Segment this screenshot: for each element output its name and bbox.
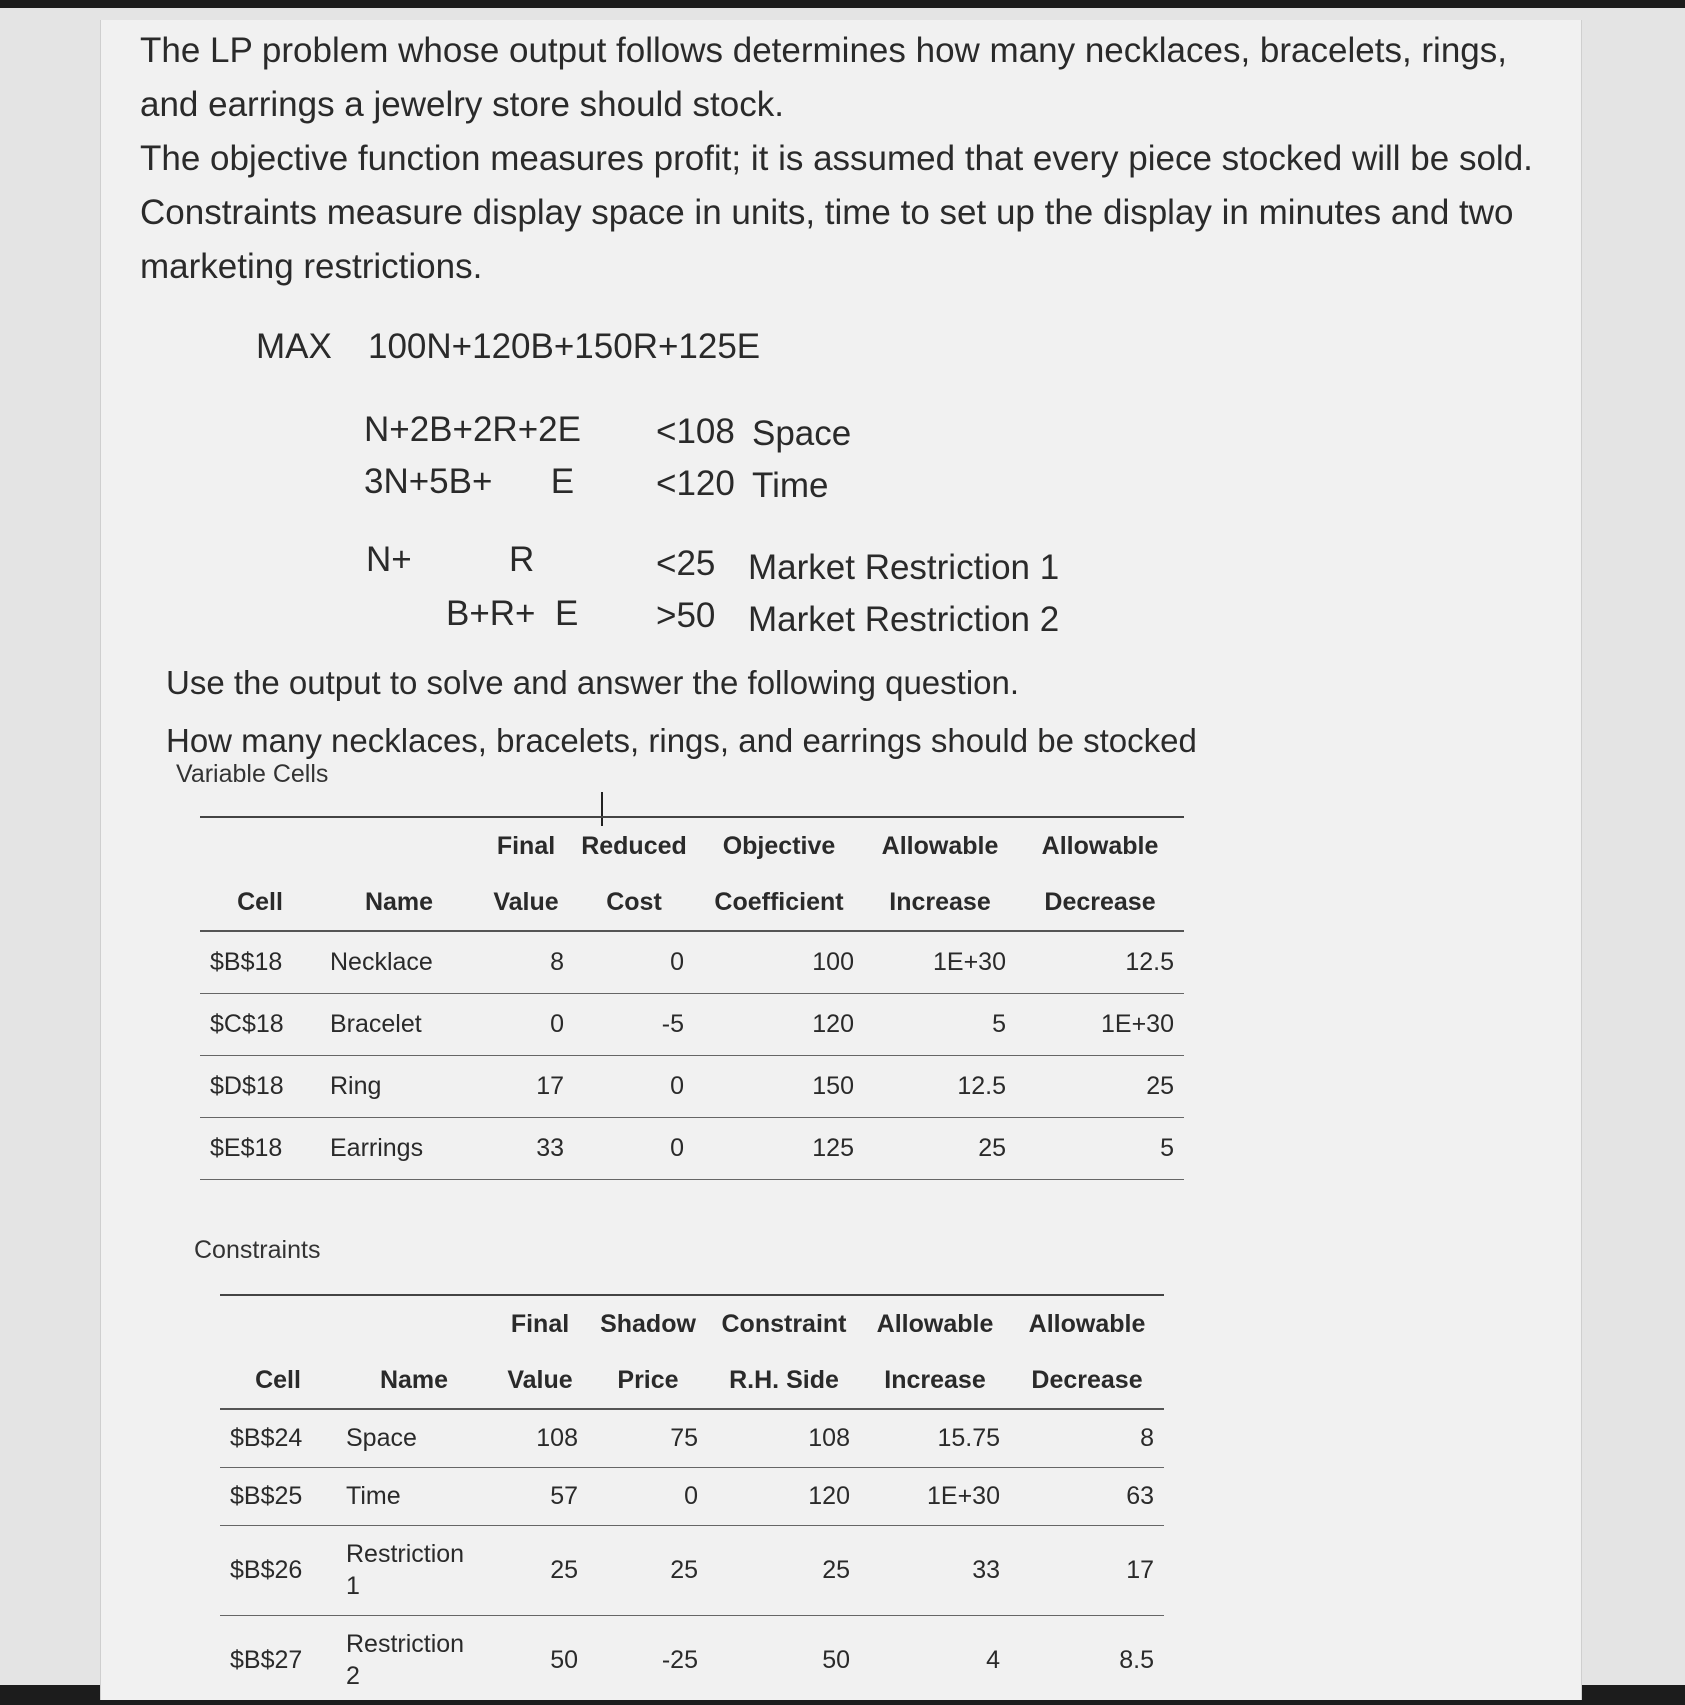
column-header: Reduced bbox=[574, 817, 694, 874]
constraints-table bbox=[220, 1294, 1164, 1705]
column-header bbox=[200, 817, 320, 874]
constraint-name: Time bbox=[752, 466, 829, 505]
header-row bbox=[200, 817, 1184, 874]
reduced-cost: -5 bbox=[574, 993, 694, 1055]
column-header: Allowable bbox=[864, 817, 1016, 874]
final-value: 25 bbox=[492, 1525, 588, 1615]
constraint-rhs: 25 bbox=[708, 1525, 860, 1615]
column-header bbox=[320, 817, 478, 874]
table-row bbox=[220, 1615, 1164, 1705]
reduced-cost: 0 bbox=[574, 1117, 694, 1179]
cell-ref: $E$18 bbox=[200, 1117, 320, 1179]
column-header: Price bbox=[588, 1352, 708, 1409]
constraint-rhs: 108 bbox=[708, 1409, 860, 1467]
constraints-title: Constraints bbox=[194, 1236, 321, 1264]
variable-name: Necklace bbox=[320, 931, 478, 993]
column-header bbox=[336, 1295, 492, 1352]
column-header: R.H. Side bbox=[708, 1352, 860, 1409]
cell-ref: $B$24 bbox=[220, 1409, 336, 1467]
constraint-name: Space bbox=[336, 1409, 492, 1467]
column-header: Objective bbox=[694, 817, 864, 874]
constraint-rhs: <108 bbox=[656, 412, 735, 451]
shadow-price: 25 bbox=[588, 1525, 708, 1615]
variable-name: Bracelet bbox=[320, 993, 478, 1055]
allowable-decrease: 63 bbox=[1010, 1467, 1164, 1525]
allowable-decrease: 5 bbox=[1016, 1117, 1184, 1179]
constraint-lhs: B+R+ E bbox=[446, 594, 579, 633]
shadow-price: -25 bbox=[661, 1645, 698, 1674]
objective-coefficient: 100 bbox=[694, 931, 864, 993]
allowable-decrease: 8 bbox=[1010, 1409, 1164, 1467]
constraint-lhs: 3N+5B+ E bbox=[364, 462, 575, 501]
intro-paragraph-2: The objective function measures profit; it is assumed that every piece stocked will be sold. Constraints measure display space in units, time to set up the display in minutes and two marketing restrictions. bbox=[140, 139, 1533, 286]
header-row bbox=[220, 1352, 1164, 1409]
header-row bbox=[200, 874, 1184, 931]
final-value: 17 bbox=[478, 1055, 574, 1117]
allowable-increase: 1E+30 bbox=[864, 931, 1016, 993]
constraint-name: Time bbox=[336, 1467, 492, 1525]
column-header: Increase bbox=[860, 1352, 1010, 1409]
allowable-increase: 25 bbox=[864, 1117, 1016, 1179]
column-header: Decrease bbox=[1016, 874, 1184, 931]
column-header: Constraint bbox=[708, 1295, 860, 1352]
column-header: Coefficient bbox=[694, 874, 864, 931]
reduced-cost: 0 bbox=[574, 1055, 694, 1117]
final-value: 8 bbox=[478, 931, 574, 993]
cell-ref: $B$27 bbox=[230, 1645, 303, 1674]
constraint-rhs: >50 bbox=[656, 596, 716, 635]
intro-paragraph-1: The LP problem whose output follows determines how many necklaces, bracelets, rings, and earrings a jewelry store should stock. bbox=[140, 31, 1507, 124]
table-row bbox=[200, 1117, 1184, 1179]
table-row bbox=[200, 993, 1184, 1055]
objective-coefficient: 150 bbox=[694, 1055, 864, 1117]
cell-ref: $C$18 bbox=[200, 993, 320, 1055]
allowable-increase: 12.5 bbox=[864, 1055, 1016, 1117]
column-header: Shadow bbox=[588, 1295, 708, 1352]
constraint-name: Restriction 2 bbox=[346, 1630, 465, 1691]
objective-function: 100N+120B+150R+125E bbox=[368, 327, 761, 366]
shadow-price: 0 bbox=[588, 1467, 708, 1525]
table-row bbox=[220, 1409, 1164, 1467]
allowable-increase: 4 bbox=[986, 1645, 1000, 1674]
allowable-increase: 1E+30 bbox=[860, 1467, 1010, 1525]
constraint-lhs: N+ R bbox=[366, 540, 535, 579]
allowable-decrease: 17 bbox=[1010, 1525, 1164, 1615]
column-header: Value bbox=[492, 1352, 588, 1409]
allowable-increase: 5 bbox=[864, 993, 1016, 1055]
final-value: 0 bbox=[478, 993, 574, 1055]
column-header: Allowable bbox=[860, 1295, 1010, 1352]
constraint-rhs: <25 bbox=[656, 544, 716, 583]
table-row bbox=[220, 1525, 1164, 1615]
table-row bbox=[220, 1467, 1164, 1525]
variable-cells-table bbox=[200, 816, 1184, 1180]
question-line-2: How many necklaces, bracelets, rings, and earrings should be stocked bbox=[166, 722, 1197, 759]
allowable-decrease: 12.5 bbox=[1016, 931, 1184, 993]
final-value: 57 bbox=[492, 1467, 588, 1525]
column-header: Cost bbox=[574, 874, 694, 931]
problem-description bbox=[140, 24, 1560, 294]
constraint-name: Restriction 1 bbox=[336, 1525, 492, 1615]
objective-coefficient: 125 bbox=[694, 1117, 864, 1179]
column-header bbox=[220, 1295, 336, 1352]
allowable-decrease: 25 bbox=[1016, 1055, 1184, 1117]
allowable-increase: 33 bbox=[860, 1525, 1010, 1615]
objective-coefficient: 120 bbox=[694, 993, 864, 1055]
allowable-decrease: 1E+30 bbox=[1016, 993, 1184, 1055]
column-header: Decrease bbox=[1010, 1352, 1164, 1409]
table-row bbox=[200, 931, 1184, 993]
variable-name: Ring bbox=[320, 1055, 478, 1117]
constraint-name: Market Restriction 2 bbox=[748, 600, 1060, 639]
shadow-price: 75 bbox=[588, 1409, 708, 1467]
cell-ref: $D$18 bbox=[200, 1055, 320, 1117]
variable-name: Earrings bbox=[320, 1117, 478, 1179]
column-header: Final bbox=[478, 817, 574, 874]
column-header: Name bbox=[320, 874, 478, 931]
column-header: Cell bbox=[220, 1352, 336, 1409]
cell-ref: $B$25 bbox=[220, 1467, 336, 1525]
allowable-decrease: 8.5 bbox=[1119, 1645, 1154, 1674]
column-header: Cell bbox=[200, 874, 320, 931]
cell-ref: $B$18 bbox=[200, 931, 320, 993]
constraint-rhs: <120 bbox=[656, 464, 735, 503]
variable-cells-title: Variable Cells bbox=[176, 760, 329, 788]
constraint-lhs: N+2B+2R+2E bbox=[364, 410, 581, 449]
table-row bbox=[200, 1055, 1184, 1117]
question-line-1: Use the output to solve and answer the following question. bbox=[166, 664, 1020, 701]
column-header: Value bbox=[478, 874, 574, 931]
objective-label: MAX bbox=[256, 327, 332, 366]
allowable-increase: 15.75 bbox=[860, 1409, 1010, 1467]
column-header: Allowable bbox=[1010, 1295, 1164, 1352]
reduced-cost: 0 bbox=[574, 931, 694, 993]
cell-ref: $B$26 bbox=[220, 1525, 336, 1615]
header-row bbox=[220, 1295, 1164, 1352]
constraint-name: Market Restriction 1 bbox=[748, 548, 1060, 587]
constraint-name: Space bbox=[752, 414, 852, 453]
final-value: 33 bbox=[478, 1117, 574, 1179]
column-header: Allowable bbox=[1016, 817, 1184, 874]
constraint-rhs: 50 bbox=[822, 1645, 850, 1674]
column-header: Increase bbox=[864, 874, 1016, 931]
constraint-rhs: 120 bbox=[708, 1467, 860, 1525]
final-value: 50 bbox=[550, 1645, 578, 1674]
final-value: 108 bbox=[492, 1409, 588, 1467]
column-header: Name bbox=[336, 1352, 492, 1409]
column-header: Final bbox=[492, 1295, 588, 1352]
